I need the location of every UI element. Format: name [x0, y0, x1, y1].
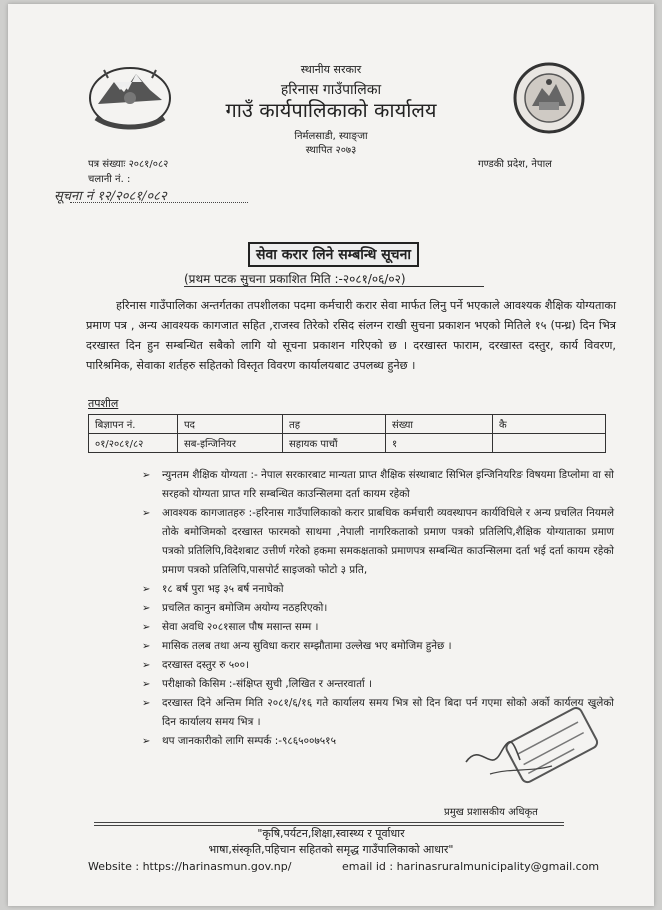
signatory-title: प्रमुख प्रशासकीय अधिकृत [444, 807, 538, 818]
cell-remarks [493, 434, 606, 453]
vacancy-table [88, 414, 606, 453]
website-link[interactable]: https://harinasmun.gov.np/ [142, 860, 292, 873]
subtitle-underline [184, 286, 484, 287]
list-item: ➢ दरखास्त दस्तुर रु ५००। [136, 656, 614, 675]
email-link[interactable]: harinasruralmunicipality@gmail.com [396, 860, 600, 873]
list-item: ➢ १८ बर्ष पुरा भइ ३५ बर्ष ननाघेको [136, 580, 614, 599]
notice-title: सेवा करार लिने सम्बन्धि सूचना [248, 242, 419, 267]
arrow-bullet-icon: ➢ [142, 679, 151, 690]
arrow-bullet-icon: ➢ [142, 603, 151, 614]
letter-number: पत्र संख्याः २०८१/०८२ [88, 159, 169, 170]
footer-email: email id : harinasruralmunicipality@gmail.com [342, 860, 600, 873]
details-heading: तपशील [88, 397, 119, 410]
header-establishment: स्थापित २०७३ [305, 145, 357, 156]
table-header-row [89, 415, 606, 434]
list-item: ➢ दरखास्त दिने अन्तिम मिति २०८१/६/१६ गते कार्यालय समय भित्र सो दिन बिदा पर्न गएमा सोको अर्को कार्यलय खुलेको दिन कार्यालय समय भित्र । [136, 694, 614, 732]
footer-motto-line2: भाषा,संस्कृति,पहिचान सहितको समृद्ध गाउँपालिकाको आधार" [208, 843, 454, 856]
col-advert-no: बिज्ञापन नं. [89, 415, 178, 434]
footer-divider [94, 822, 564, 823]
notice-paragraph: हरिनास गाउँपालिका अन्तर्गतका तपशीलका पदमा कर्मचारी करार सेवा मार्फत लिनु पर्ने भएकाले आवश्यक शैक्षिक योग्यताका प्रमाण पत्र , अन्य आवश्यक कागजात सहित ,राजस्व तिरेको रसिद संलग्न राखी सुचना प्रकाशन भएको मितिले १५ (पन्ध्र) दिन भित्र दरखास्त दिन हुन सम्बन्धित सबैको लागि यो सूचना प्रकाशन गरिएको छ । दरखास्त फाराम, दरखास्त दस्तुर, कार्य विवरण, पारिश्रमिक, सेवाका शर्तहरु सहितको विस्तृत विवरण कार्यालयबाट उपलब्ध हुनेछ । [86, 299, 616, 372]
publication-date: (प्रथम पटक सुचना प्रकाशित मिति :-२०८१/०६/०२) [184, 272, 406, 286]
list-item: ➢ सेवा अवधि २०८१साल पौष मसान्त सम्म । [136, 618, 614, 637]
signature-stamp-icon [460, 702, 610, 798]
header-municipality: हरिनास गाउँपालिका [280, 82, 382, 98]
list-item: ➢ प्रचलित कानुन बमोजिम अयोग्य नठहरिएको। [136, 599, 614, 618]
col-post: पद [178, 415, 283, 434]
dispatch-number: चलानी नं. : [88, 174, 131, 185]
arrow-bullet-icon: ➢ [142, 698, 151, 709]
list-item: ➢ न्युनतम शैक्षिक योग्यता :- नेपाल सरकारबाट मान्यता प्राप्त शैक्षिक संस्थाबाट सिभिल इन्जिनियरिङ विषयमा डिप्लोमा वा सो सरहको योग्यता प्राप्त गरि सम्बन्धित काउन्सिलमा दर्ता कायम रहेको [136, 466, 614, 504]
arrow-bullet-icon: ➢ [142, 736, 151, 747]
header-local-govt: स्थानीय सरकार [300, 63, 362, 76]
document-page [8, 4, 654, 906]
arrow-bullet-icon: ➢ [142, 641, 151, 652]
list-item: ➢ मासिक तलब तथा अन्य सुविधा करार सम्झौतामा उल्लेख भए बमोजिम हुनेछ । [136, 637, 614, 656]
province-label: गण्डकी प्रदेश, नेपाल [478, 159, 552, 170]
list-item: ➢ थप जानकारीको लागि सम्पर्क :-९८६५००७५१५ [136, 732, 614, 751]
arrow-bullet-icon: ➢ [142, 622, 151, 633]
header-address: निर्मलसाडी, स्याङ्जा [294, 131, 368, 142]
cell-advert-no: ०१/२०८१/८२ [89, 434, 178, 453]
arrow-bullet-icon: ➢ [142, 508, 151, 519]
footer-motto-line1: "कृषि,पर्यटन,शिक्षा,स्वास्थ्य र पूर्वाधार [257, 827, 405, 840]
footer-website: Website : https://harinasmun.gov.np/ [88, 860, 292, 873]
handwritten-reference: सूचना नं १२/२०८१/०८२ [54, 189, 167, 204]
header-office: गाउँ कार्यपालिकाको कार्यालय [225, 98, 437, 122]
table-row [89, 434, 606, 453]
arrow-bullet-icon: ➢ [142, 470, 151, 481]
list-item: ➢ परीक्षाको किसिम :-संक्षिप्त सुची ,लिखित र अन्तरवार्ता । [136, 675, 614, 694]
cell-count: १ [386, 434, 493, 453]
handwriting-underline [70, 202, 248, 203]
col-count: संख्या [386, 415, 493, 434]
cell-post: सब-इन्जिनियर [178, 434, 283, 453]
arrow-bullet-icon: ➢ [142, 584, 151, 595]
list-item: ➢ आवश्यक कागजातहरु :-हरिनास गाउँपालिकाको करार प्राबधिक कर्मचारी व्यवस्थापन कार्यविधिले र अन्य प्रचलित नियमले तोके बमोजिमको दरखास्त फारमको साथमा ,नेपाली नागरिकताको प्रमाण पत्रको प्रतिलिपि,शैक्षिक योग्याताका प्रमाण पत्रको प्रतिलिपि,विदेशबाट उत्तीर्ण गरेको हकमा समकक्षताको प्रमाणपत्र सम्बन्धित काउन्सिलमा दर्ता भई दर्ता कायम रहेको प्रमाण पत्रको प्रतिलिपि,पासपोर्ट साइजको फोटो ३ प्रति, [136, 504, 614, 580]
col-level: तह [283, 415, 386, 434]
arrow-bullet-icon: ➢ [142, 660, 151, 671]
cell-level: सहायक पाचौं [283, 434, 386, 453]
col-remarks: कै [493, 415, 606, 434]
